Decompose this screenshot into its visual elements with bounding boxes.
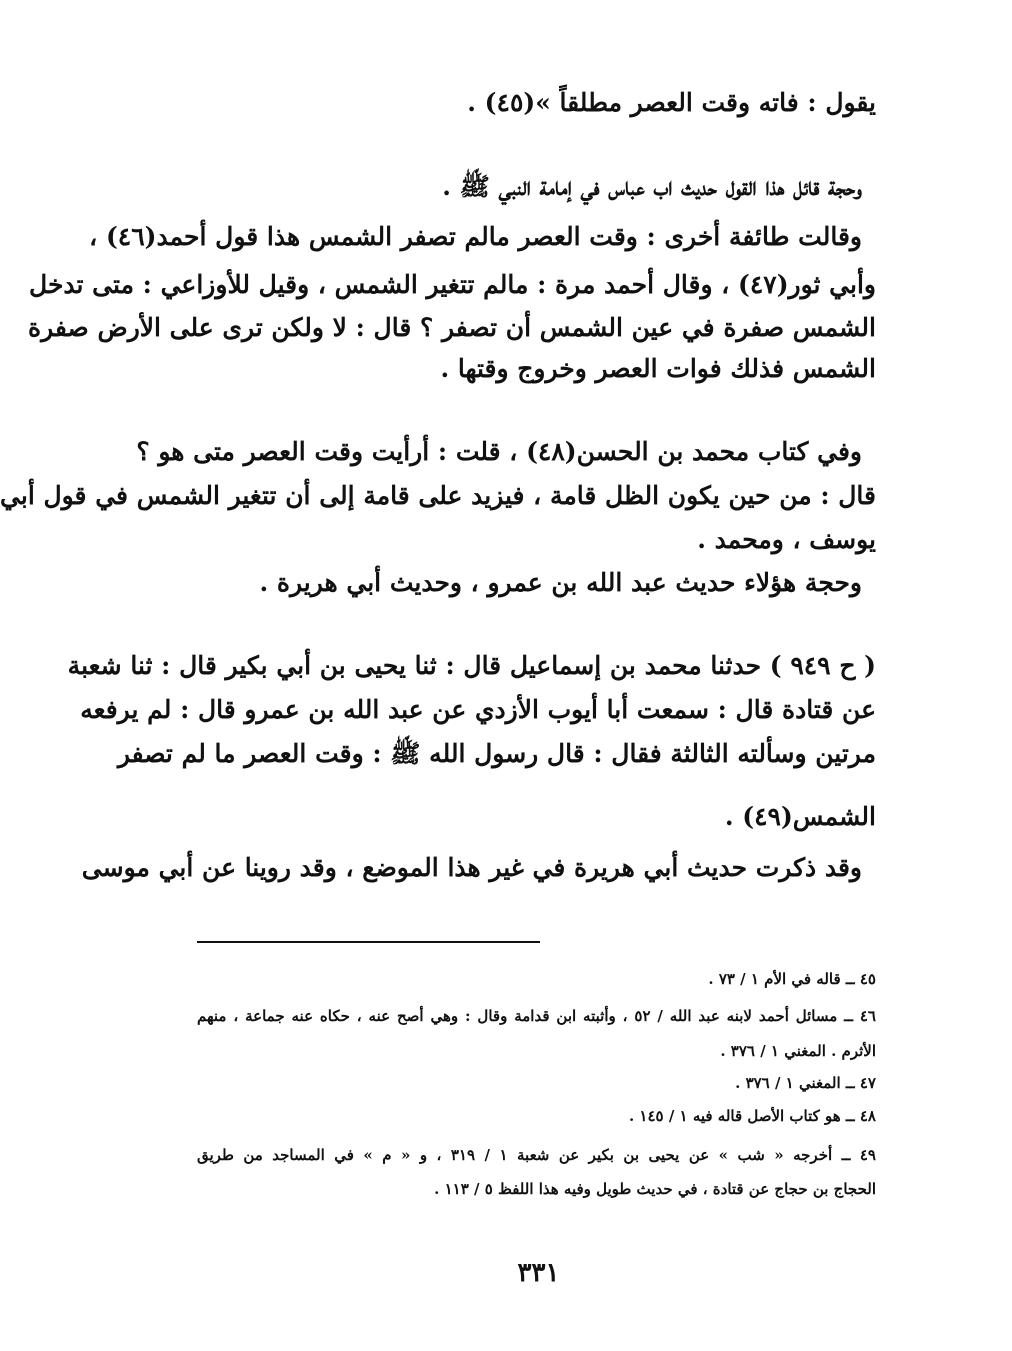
page-number: ٣٣١ — [517, 1258, 560, 1288]
body-line-10: وحجة هؤلاء حديث عبد الله بن عمرو ، وحديث أبي هريرة . — [259, 568, 862, 597]
body-line-6: الشمس فذلك فوات العصر وخروج وقتها . — [440, 354, 876, 383]
footnote-49-line-1: ٤٩ ــ أخرجه « شب » عن يحيى بن بكير عن شعبة ١ / ٣١٩ ، و « م » في المساجد من طريق — [197, 1146, 876, 1164]
body-line-13: مرتين وسألته الثالثة فقال : قال رسول الله ﷺ : وقت العصر ما لم تصفر — [117, 739, 876, 768]
body-line-7: وفي كتاب محمد بن الحسن(٤٨) ، قلت : أرأيت وقت العصر متى هو ؟ — [136, 437, 862, 466]
body-line-11: ( ح ٩٤٩ ) حدثنا محمد بن إسماعيل قال : ثنا يحيى بن أبي بكير قال : ثنا شعبة — [67, 651, 876, 680]
body-line-5: الشمس صفرة في عين الشمس أن تصفر ؟ قال : لا ولكن ترى على الأرض صفرة — [28, 313, 876, 342]
footnote-46-line-1: ٤٦ ــ مسائل أحمد لابنه عبد الله / ٥٢ ، وأثبته ابن قدامة وقال : وهي أصح عنه ، حكاه عنه جماعة ، منهم — [197, 1007, 876, 1025]
footnote-45: ٤٥ ــ قاله في الأم ١ / ٧٣ . — [708, 970, 876, 988]
body-line-14: الشمس(٤٩) . — [724, 802, 876, 831]
body-line-3: وقالت طائفة أخرى : وقت العصر مالم تصفر الشمس هذا قول أحمد(٤٦) ، — [89, 222, 862, 251]
footnote-48: ٤٨ ــ هو كتاب الأصل قاله فيه ١ / ١٤٥ . — [628, 1107, 876, 1125]
body-line-15: وقد ذكرت حديث أبي هريرة في غير هذا الموضع ، وقد روينا عن أبي موسى — [81, 853, 862, 882]
footnote-separator — [197, 941, 540, 943]
body-line-12: عن قتادة قال : سمعت أبا أيوب الأزدي عن عبد الله بن عمرو قال : لم يرفعه — [80, 695, 876, 724]
body-line-9: يوسف ، ومحمد . — [697, 525, 876, 554]
body-line-4: وأبي ثور(٤٧) ، وقال أحمد مرة : مالم تتغير الشمس ، وقيل للأوزاعي : متى تدخل — [29, 270, 876, 299]
footnote-47: ٤٧ ــ المغني ١ / ٣٧٦ . — [735, 1074, 876, 1092]
body-line-8: قال : من حين يكون الظل قامة ، فيزيد على قامة إلى أن تتغير الشمس في قول أبي — [0, 481, 876, 510]
footnote-46-line-2: الأثرم . المغني ١ / ٣٧٦ . — [720, 1042, 876, 1060]
body-line-1: يقول : فاته وقت العصر مطلقاً »(٤٥) . — [467, 88, 876, 117]
footnote-49-line-2: الحجاج بن حجاج عن قتادة ، في حديث طويل وفيه هذا اللفظ ٥ / ١١٣ . — [434, 1180, 876, 1198]
body-line-2: وحجة قائل هذا القول حديث اب عباس في إمامة النبي ﷺ . — [442, 172, 862, 201]
